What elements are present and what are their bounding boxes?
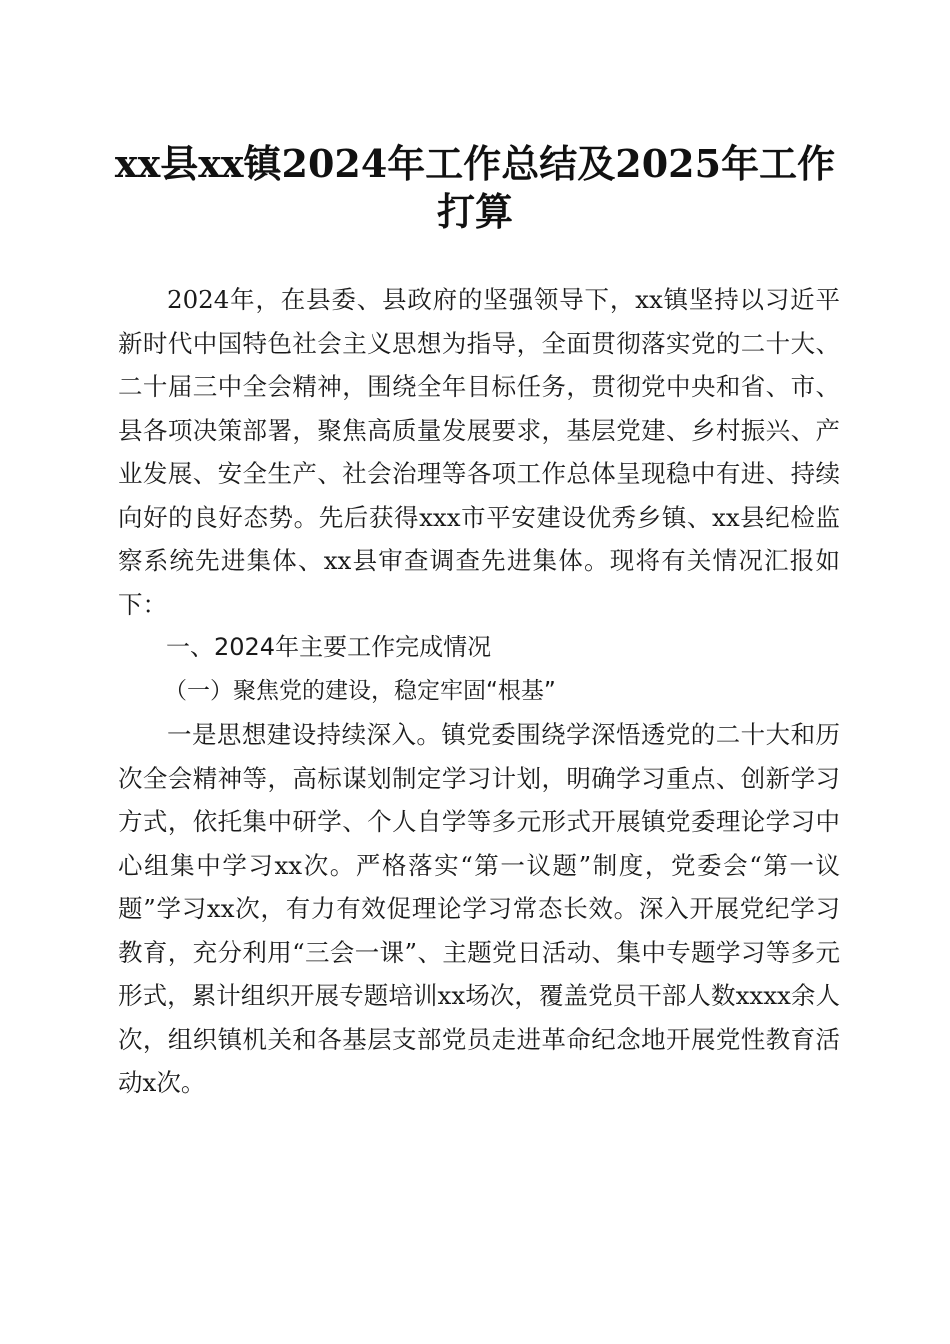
point-lead: 一是思想建设持续深入。 <box>167 720 442 749</box>
document-title: xx县xx镇2024年工作总结及2025年工作打算 <box>114 141 836 234</box>
intro-paragraph: 2024年，在县委、县政府的坚强领导下，xx镇坚持以习近平新时代中国特色社会主义思想为指导，全面贯彻落实党的二十大、二十届三中全会精神，围绕全年目标任务，贯彻党中央和省、市、县各项决策部署，聚焦高质量发展要求，基层党建、乡村振兴、产业发展、安全生产、社会治理等各项工作总体呈现稳中有进、持续向好的良好态势。先后获得xxx市平安建设优秀乡镇、xx县纪检监察系统先进集体、xx县审查调查先进集体。现将有关情况汇报如下： <box>118 285 840 619</box>
subsection-heading: （一）聚焦党的建设，稳定牢固“根基” <box>164 677 556 704</box>
point-paragraph <box>118 713 840 1105</box>
section-heading: 一、2024年主要工作完成情况 <box>166 633 492 661</box>
point-text: 镇党委围绕学深悟透党的二十大和历次全会精神等，高标谋划制定学习计划，明确学习重点、创新学习方式，依托集中研学、个人自学等多元形式开展镇党委理论学习中心组集中学习xx次。严格落实“第一议题”制度，党委会“第一议题”学习xx次，有力有效促理论学习常态长效。深入开展党纪学习教育，充分利用“三会一课”、主题党日活动、集中专题学习等多元形式，累计组织开展专题培训xx场次，覆盖党员干部人数xxxx余人次，组织镇机关和各基层支部党员走进革命纪念地开展党性教育活动x次。 <box>118 720 841 1097</box>
document-body <box>118 278 840 1105</box>
